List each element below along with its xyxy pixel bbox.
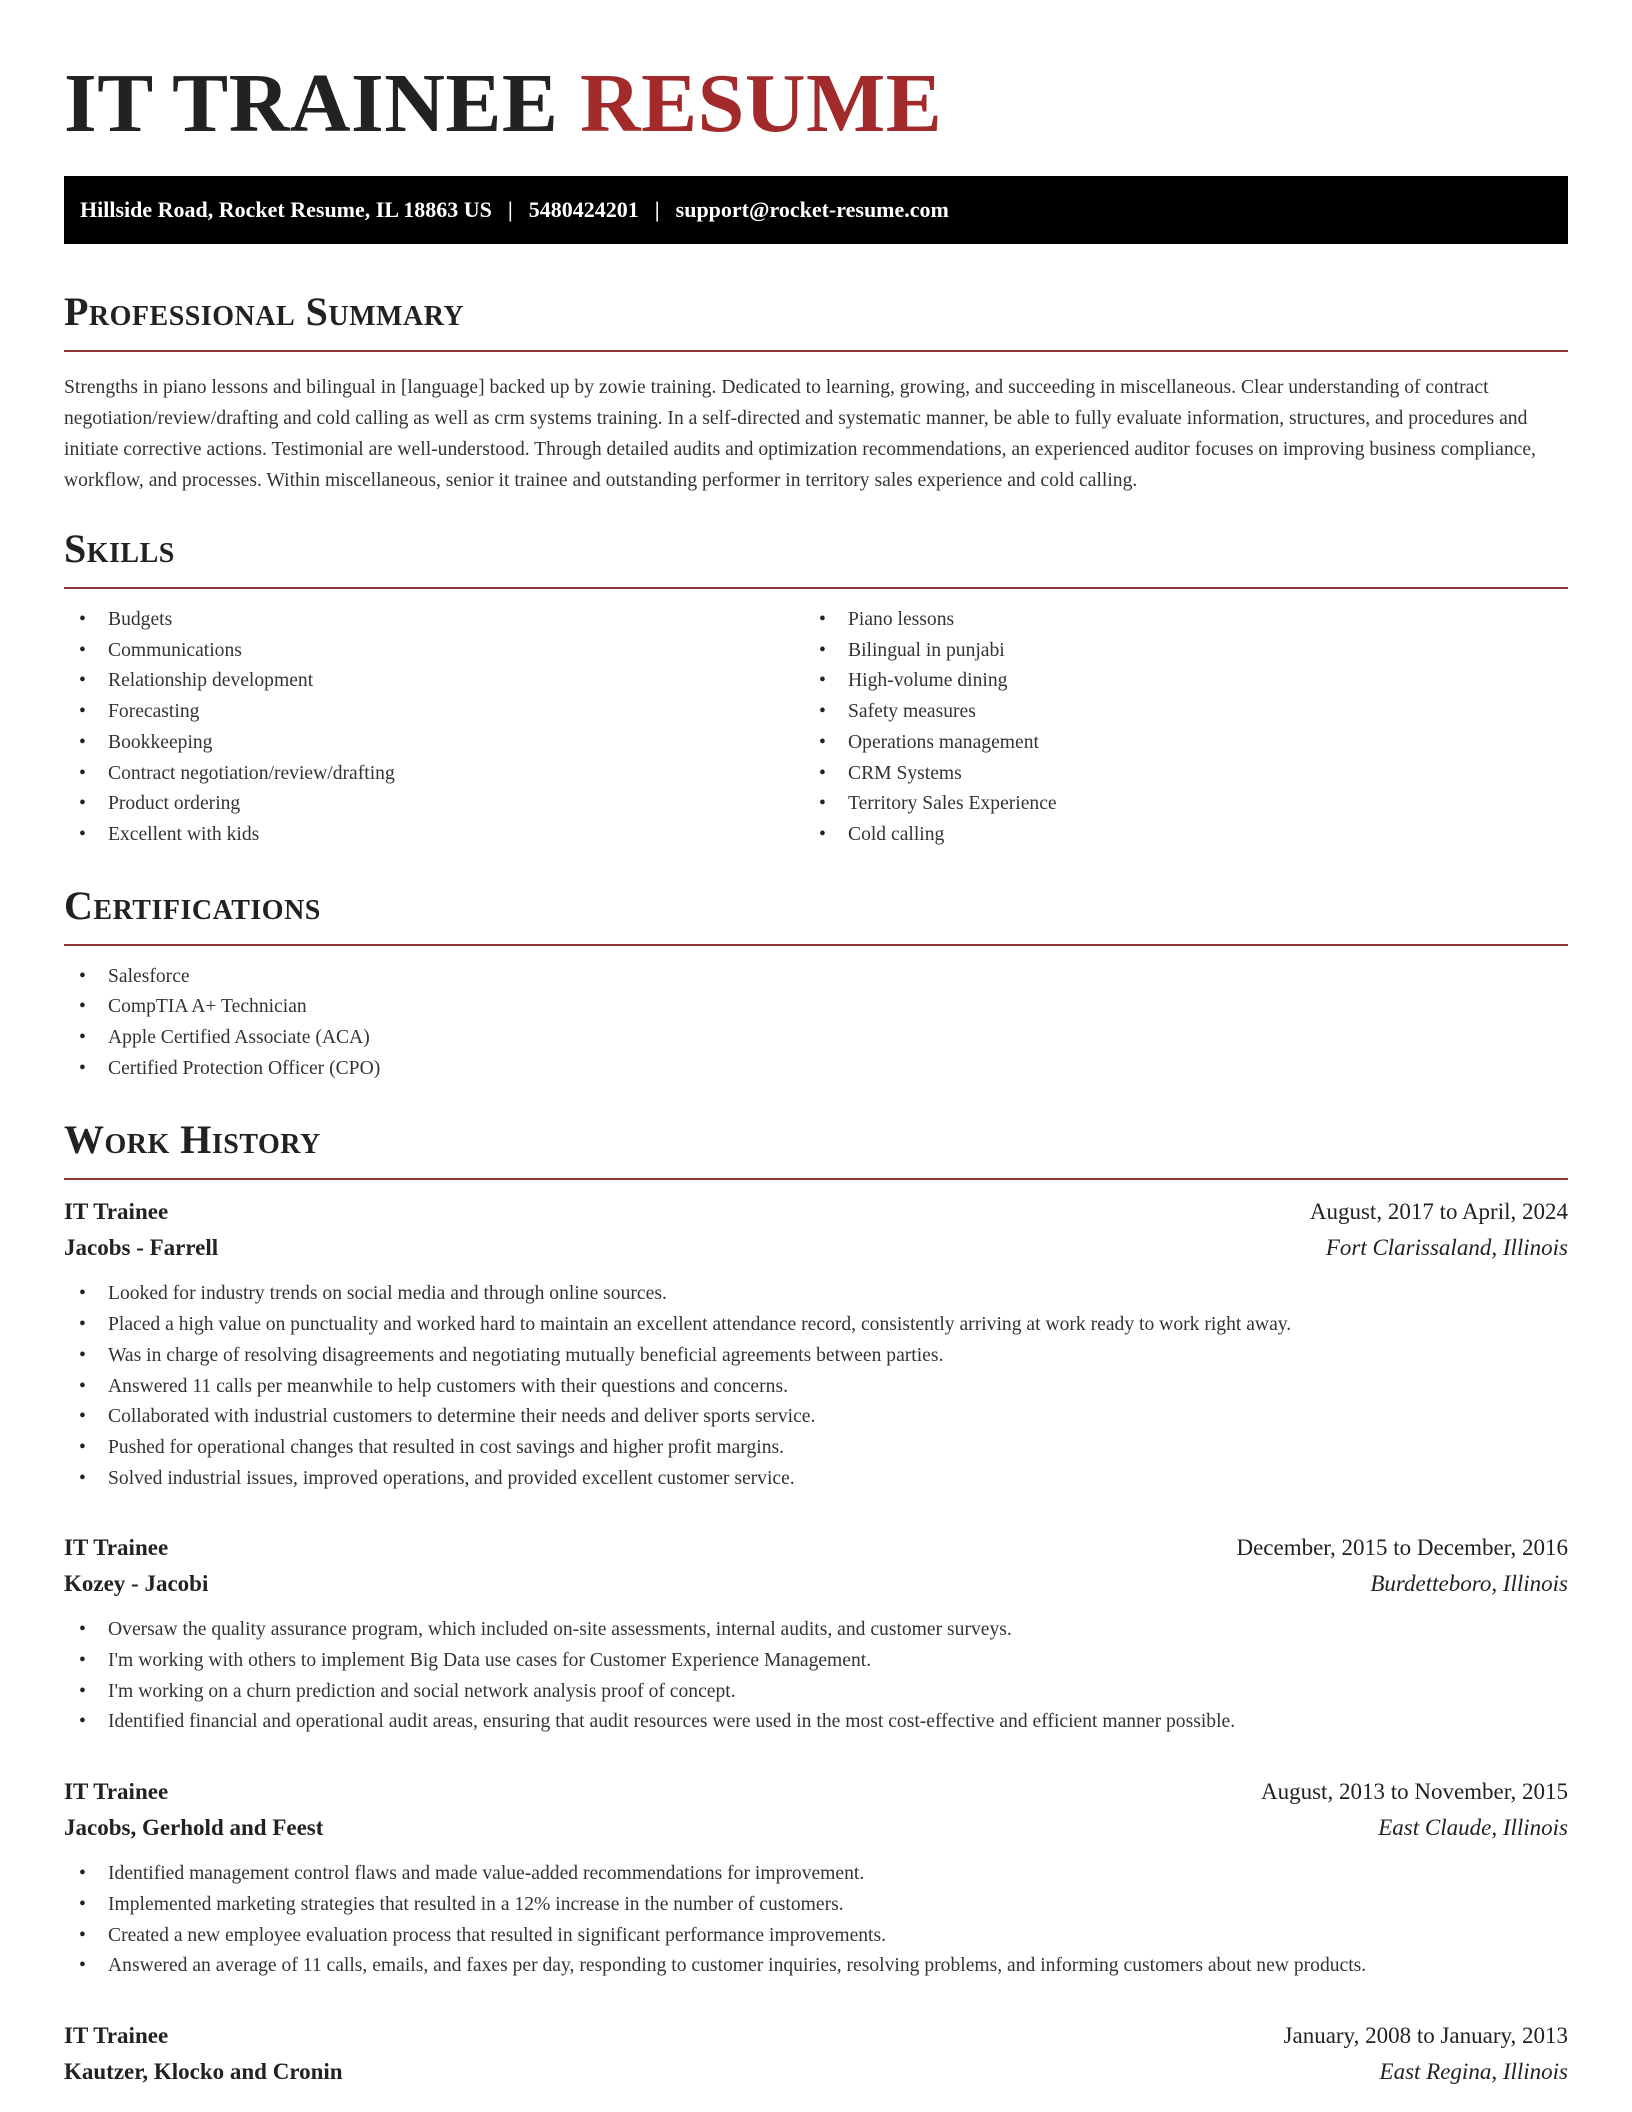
skill-item: • Bookkeeping bbox=[64, 728, 804, 759]
job-bullet: • Placed a high value on punctuality and worked hard to maintain an excellent attendance record, consistently arriving at work ready to work right away. bbox=[64, 1310, 1568, 1341]
job-bullet: • Implemented marketing strategies that resulted in a 12% increase in the number of customers. bbox=[64, 1890, 1568, 1921]
job-title: IT Trainee bbox=[64, 1199, 169, 1225]
skill-item: • Cold calling bbox=[804, 820, 1544, 851]
job-bullet: • Collaborated with industrial customers to determine their needs and deliver sports service. bbox=[64, 1402, 1568, 1433]
skill-item: • Territory Sales Experience bbox=[804, 789, 1544, 820]
job-bullet: • Looked for industry trends on social media and through online sources. bbox=[64, 1279, 1568, 1310]
job-location: Fort Clarissaland, Illinois bbox=[1325, 1235, 1568, 1261]
contact-separator: | bbox=[507, 197, 513, 222]
summary-heading: Professional Summary bbox=[64, 289, 465, 334]
job-dates: August, 2013 to November, 2015 bbox=[1261, 1779, 1568, 1805]
job-dates: August, 2017 to April, 2024 bbox=[1309, 1199, 1568, 1225]
skill-item: • Piano lessons bbox=[804, 605, 1544, 636]
skill-item: • Relationship development bbox=[64, 666, 804, 697]
title-accent: RESUME bbox=[579, 57, 943, 150]
job-location: Burdetteboro, Illinois bbox=[1370, 1571, 1568, 1597]
skill-item: • High-volume dining bbox=[804, 666, 1544, 697]
skills-grid bbox=[64, 605, 1568, 851]
section-divider bbox=[64, 350, 1568, 352]
job-bullet: • Solved industrial issues, improved operations, and provided excellent customer service. bbox=[64, 1464, 1568, 1495]
job-entry bbox=[64, 1194, 1568, 1494]
contact-phone: 5480424201 bbox=[528, 197, 639, 222]
job-bullet: • Identified financial and operational audit areas, ensuring that audit resources were used in the most cost-effective and efficient manner possible. bbox=[64, 1707, 1568, 1738]
skill-item: • Excellent with kids bbox=[64, 820, 804, 851]
skills-section bbox=[64, 525, 1568, 851]
section-divider bbox=[64, 1178, 1568, 1180]
job-bullet: • I'm working on a churn prediction and social network analysis proof of concept. bbox=[64, 1677, 1568, 1708]
skill-item: • Bilingual in punjabi bbox=[804, 636, 1544, 667]
skill-item: • Product ordering bbox=[64, 789, 804, 820]
skill-item: • Operations management bbox=[804, 728, 1544, 759]
job-bullet: • I'm working with others to implement Big Data use cases for Customer Experience Management. bbox=[64, 1646, 1568, 1677]
skill-item: • Contract negotiation/review/drafting bbox=[64, 759, 804, 790]
job-company: Kozey - Jacobi bbox=[64, 1571, 209, 1597]
job-dates: December, 2015 to December, 2016 bbox=[1236, 1535, 1568, 1561]
job-entry bbox=[64, 1530, 1568, 1738]
skills-list-left bbox=[64, 605, 804, 851]
job-entry bbox=[64, 2018, 1568, 2090]
job-bullet: • Created a new employee evaluation process that resulted in significant performance improvements. bbox=[64, 1921, 1568, 1952]
job-dates: January, 2008 to January, 2013 bbox=[1283, 2022, 1568, 2048]
job-bullets bbox=[64, 1859, 1568, 1982]
title-main: IT TRAINEE bbox=[64, 57, 559, 150]
certification-item: • Salesforce bbox=[64, 962, 1568, 993]
skill-item: • CRM Systems bbox=[804, 759, 1544, 790]
certification-item: • Certified Protection Officer (CPO) bbox=[64, 1054, 1568, 1085]
job-bullet: • Was in charge of resolving disagreements and negotiating mutually beneficial agreements between parties. bbox=[64, 1341, 1568, 1372]
skill-item: • Forecasting bbox=[64, 697, 804, 728]
section-divider bbox=[64, 944, 1568, 946]
contact-address: Hillside Road, Rocket Resume, IL 18863 US bbox=[80, 197, 492, 222]
job-header-row bbox=[64, 2018, 1568, 2054]
summary-text: Strengths in piano lessons and bilingual in [language] backed up by zowie training. Dedicated to learning, growing, and succeeding in miscellaneous. Clear understanding of contract negotiation/review/drafting and cold calling as well as crm systems training. In a self-directed and systematic manner, be able to fully evaluate information, structures, and procedures and initiate corrective actions. Testimonial are well-understood. Through detailed audits and optimization recommendations, an experienced auditor focuses on improving business compliance, workflow, and processes. Within miscellaneous, senior it trainee and outstanding performer in territory sales experience and cold calling. bbox=[64, 377, 1536, 491]
certification-item: • CompTIA A+ Technician bbox=[64, 992, 1568, 1023]
contact-bar bbox=[64, 176, 1568, 244]
section-divider bbox=[64, 587, 1568, 589]
skills-heading: Skills bbox=[64, 526, 175, 571]
job-header-row bbox=[64, 1774, 1568, 1810]
job-company: Kautzer, Klocko and Cronin bbox=[64, 2058, 343, 2084]
certifications-list bbox=[64, 962, 1568, 1085]
resume-title bbox=[64, 0, 1568, 152]
contact-email: support@rocket-resume.com bbox=[675, 197, 949, 222]
contact-separator: | bbox=[654, 197, 660, 222]
certifications-heading: Certifications bbox=[64, 882, 321, 928]
job-header-row bbox=[64, 1530, 1568, 1566]
skill-item: • Budgets bbox=[64, 605, 804, 636]
job-company: Jacobs, Gerhold and Feest bbox=[64, 1815, 324, 1841]
job-title: IT Trainee bbox=[64, 1535, 169, 1561]
job-company-row bbox=[64, 1566, 1568, 1602]
job-header-row bbox=[64, 1194, 1568, 1230]
skills-list-right bbox=[804, 605, 1544, 851]
certifications-section bbox=[64, 882, 1568, 1085]
job-company: Jacobs - Farrell bbox=[64, 1235, 219, 1261]
job-bullets bbox=[64, 1279, 1568, 1494]
job-title: IT Trainee bbox=[64, 1779, 169, 1805]
job-bullet: • Pushed for operational changes that resulted in cost savings and higher profit margins. bbox=[64, 1433, 1568, 1464]
work-history-section bbox=[64, 1116, 1568, 2090]
summary-section bbox=[64, 288, 1568, 496]
skill-item: • Communications bbox=[64, 636, 804, 667]
job-company-row bbox=[64, 1230, 1568, 1266]
skill-item: • Safety measures bbox=[804, 697, 1544, 728]
job-entry bbox=[64, 1774, 1568, 1982]
job-bullet: • Oversaw the quality assurance program, which included on-site assessments, internal audits, and customer surveys. bbox=[64, 1615, 1568, 1646]
job-bullet: • Identified management control flaws and made value-added recommendations for improvement. bbox=[64, 1859, 1568, 1890]
job-title: IT Trainee bbox=[64, 2022, 169, 2048]
job-bullet: • Answered an average of 11 calls, emails, and faxes per day, responding to customer inquiries, resolving problems, and informing customers about new products. bbox=[64, 1951, 1568, 1982]
job-location: East Claude, Illinois bbox=[1378, 1815, 1568, 1841]
job-bullet: • Answered 11 calls per meanwhile to help customers with their questions and concerns. bbox=[64, 1372, 1568, 1403]
job-bullets bbox=[64, 1615, 1568, 1738]
work-history-heading: Work History bbox=[64, 1117, 321, 1163]
job-company-row bbox=[64, 1810, 1568, 1846]
job-location: East Regina, Illinois bbox=[1379, 2058, 1568, 2084]
job-company-row bbox=[64, 2054, 1568, 2090]
certification-item: • Apple Certified Associate (ACA) bbox=[64, 1023, 1568, 1054]
